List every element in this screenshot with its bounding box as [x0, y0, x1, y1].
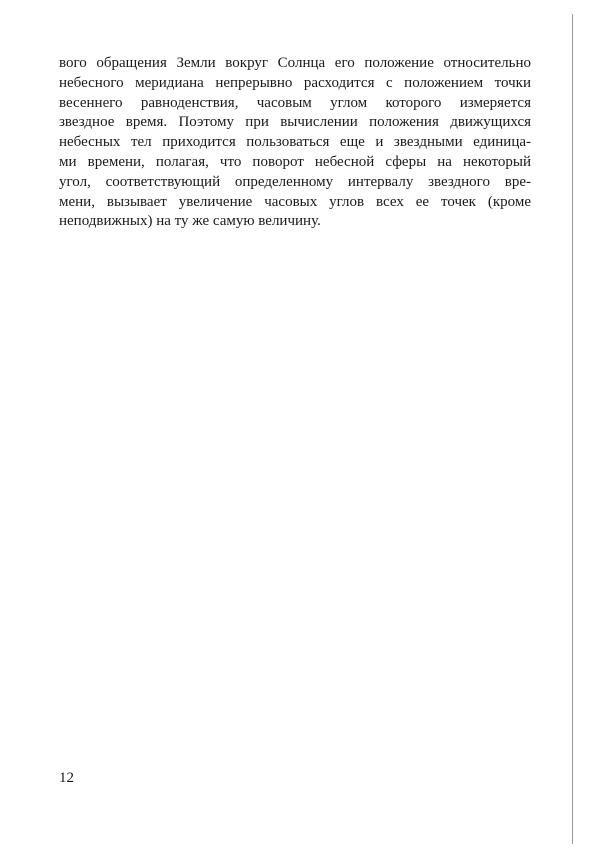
text-line: мени, вызывает увеличение часовых углов всех ее точек (кроме — [59, 193, 531, 210]
text-line: небесных тел приходится пользоваться еще и звездными единица- — [59, 134, 531, 151]
text-line: неподвижных) на ту же самую величину. — [59, 213, 321, 230]
text-line: угол, соответствующий определенному интервалу звездного вре- — [59, 173, 531, 190]
text-line: весеннего равноденствия, часовым углом которого измеряется — [59, 94, 531, 111]
text-line: ми времени, полагая, что поворот небесной сферы на некоторый — [59, 153, 531, 170]
text-line: вого обращения Земли вокруг Солнца его положение относительно — [59, 55, 531, 71]
page-edge-line — [572, 14, 573, 844]
text-line: небесного меридиана непрерывно расходится с положением точки — [59, 74, 531, 91]
text-line: звездное время. Поэтому при вычислении положения движущихся — [59, 114, 531, 131]
page-number: 12 — [59, 770, 74, 786]
body-paragraph — [59, 54, 531, 232]
